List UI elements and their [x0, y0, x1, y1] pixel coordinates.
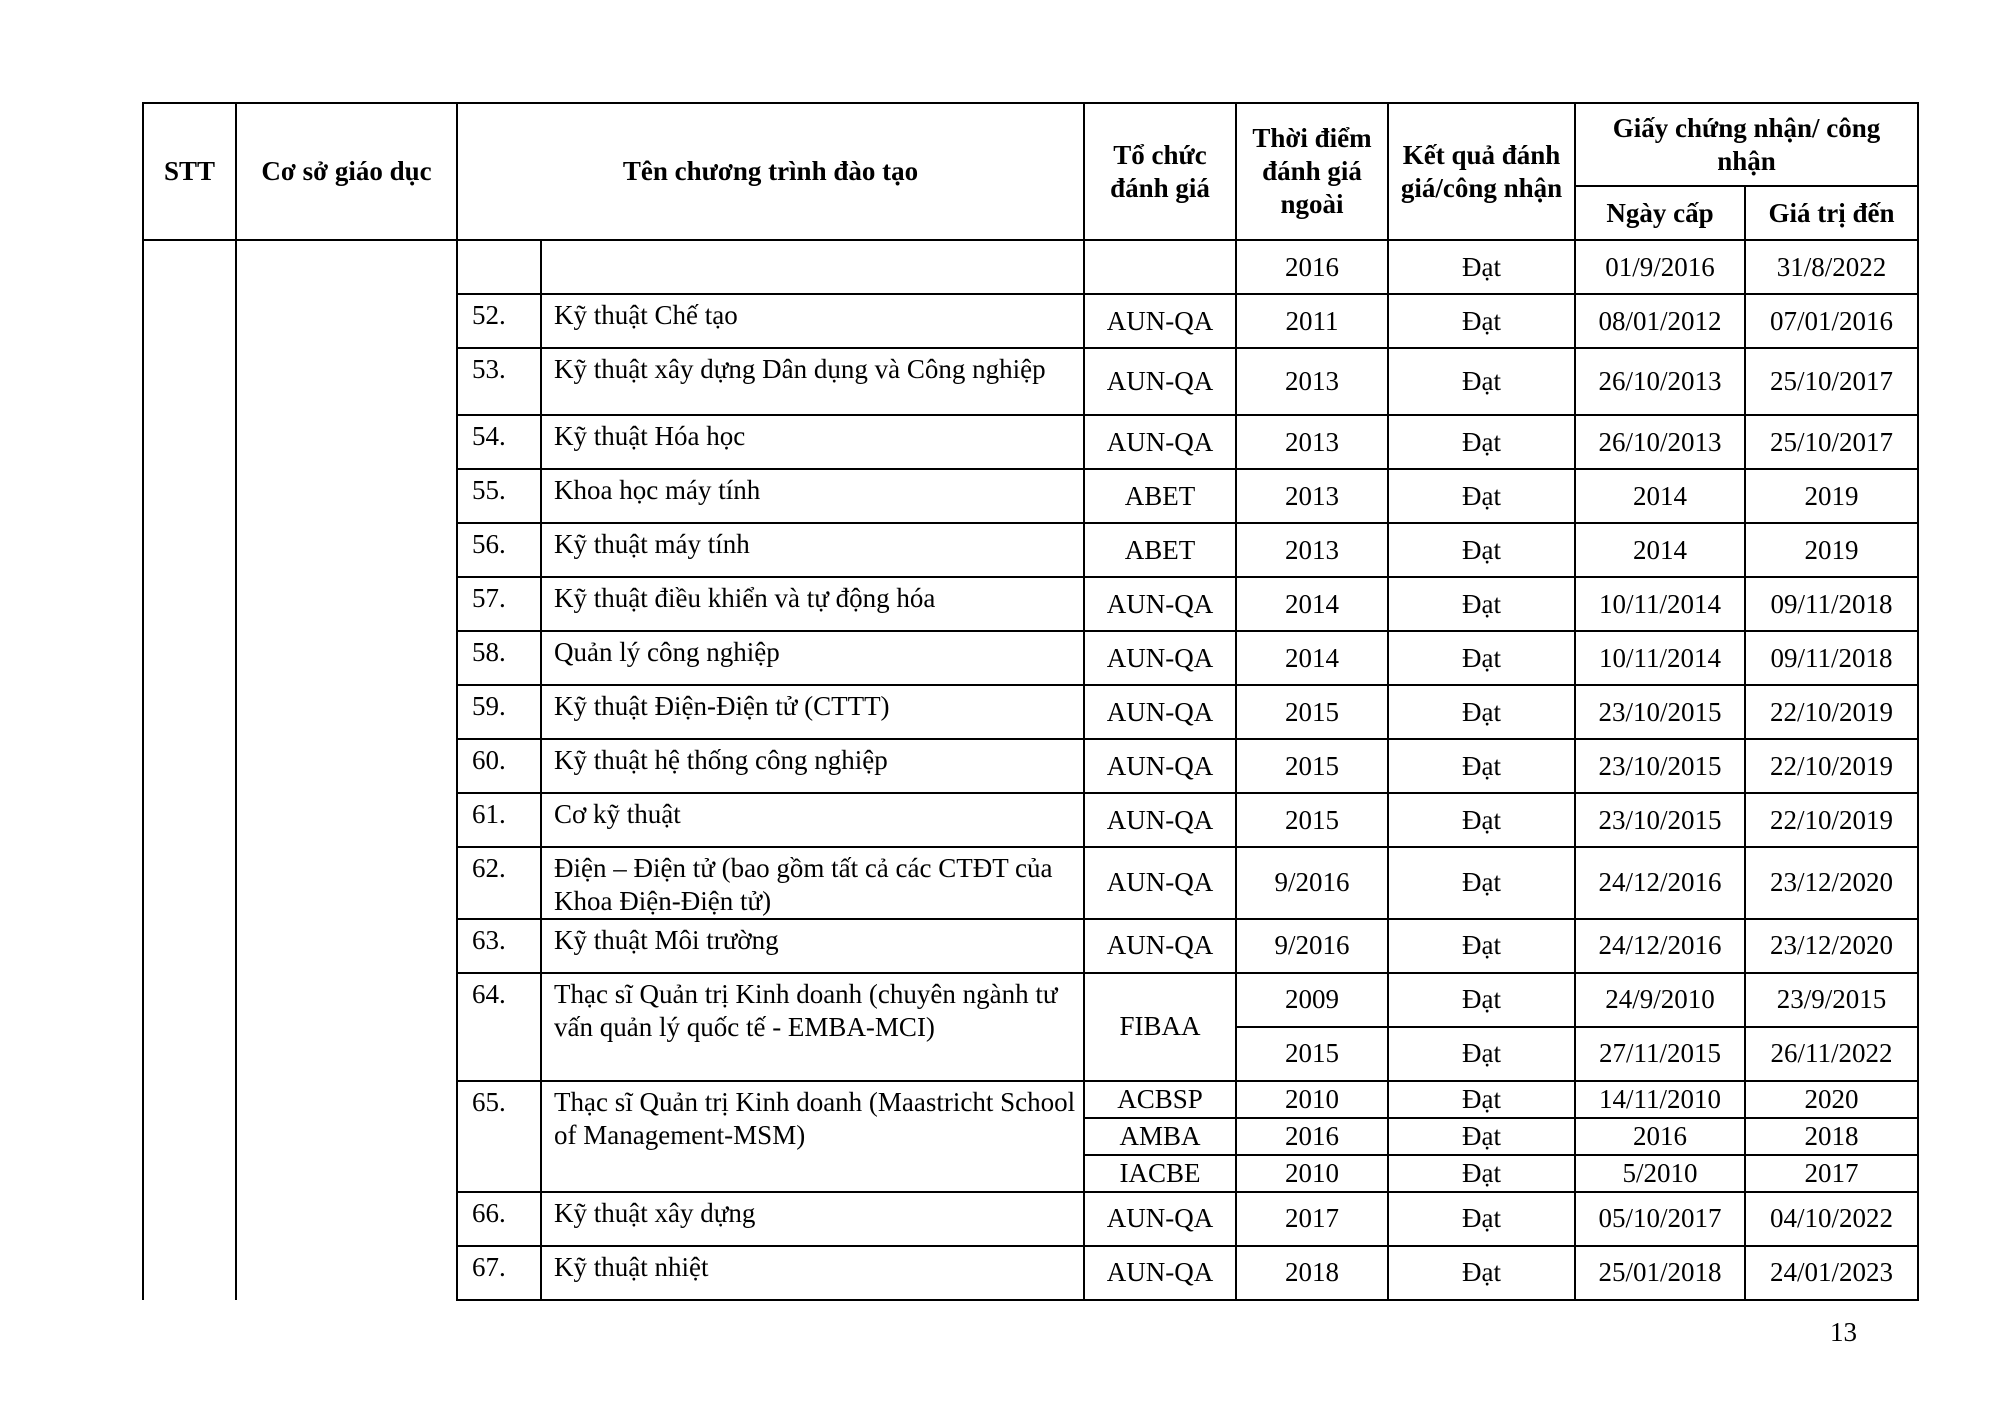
evaluation-org: AUN-QA [1084, 415, 1236, 469]
valid-until: 2018 [1745, 1118, 1918, 1155]
row-number: 60. [457, 739, 541, 793]
table-row [143, 240, 1918, 294]
program-name: Quản lý công nghiệp [541, 631, 1084, 685]
issued-date: 05/10/2017 [1575, 1192, 1745, 1246]
row-number: 63. [457, 919, 541, 973]
header-ket-qua: Kết quả đánh giá/công nhận [1388, 103, 1575, 240]
row-number: 53. [457, 348, 541, 415]
evaluation-year: 2015 [1236, 685, 1388, 739]
header-stt: STT [143, 103, 236, 240]
evaluation-year: 2013 [1236, 415, 1388, 469]
program-name: Cơ kỹ thuật [541, 793, 1084, 847]
evaluation-org: ABET [1084, 523, 1236, 577]
evaluation-result: Đạt [1388, 919, 1575, 973]
valid-until: 22/10/2019 [1745, 739, 1918, 793]
row-number [457, 240, 541, 294]
evaluation-org: AUN-QA [1084, 685, 1236, 739]
valid-until: 04/10/2022 [1745, 1192, 1918, 1246]
institution-cell [236, 240, 457, 1300]
evaluation-result: Đạt [1388, 685, 1575, 739]
valid-until: 2017 [1745, 1155, 1918, 1192]
evaluation-result: Đạt [1388, 577, 1575, 631]
valid-until: 26/11/2022 [1745, 1027, 1918, 1081]
evaluation-result: Đạt [1388, 739, 1575, 793]
issued-date: 10/11/2014 [1575, 631, 1745, 685]
table-header [143, 103, 1918, 240]
evaluation-year: 2009 [1236, 973, 1388, 1027]
issued-date: 23/10/2015 [1575, 793, 1745, 847]
stt-cell [143, 240, 236, 1300]
program-name: Kỹ thuật Điện-Điện tử (CTTT) [541, 685, 1084, 739]
evaluation-result: Đạt [1388, 469, 1575, 523]
program-name [541, 240, 1084, 294]
issued-date: 2014 [1575, 523, 1745, 577]
evaluation-org: AUN-QA [1084, 348, 1236, 415]
program-name: Điện – Điện tử (bao gồm tất cả các CTĐT của Khoa Điện-Điện tử) [541, 847, 1084, 919]
evaluation-year: 9/2016 [1236, 919, 1388, 973]
evaluation-result: Đạt [1388, 1027, 1575, 1081]
program-name: Kỹ thuật xây dựng Dân dụng và Công nghiệp [541, 348, 1084, 415]
evaluation-result: Đạt [1388, 973, 1575, 1027]
evaluation-year: 2013 [1236, 523, 1388, 577]
issued-date: 2014 [1575, 469, 1745, 523]
evaluation-org: AUN-QA [1084, 847, 1236, 919]
row-number: 61. [457, 793, 541, 847]
valid-until: 25/10/2017 [1745, 415, 1918, 469]
accreditation-table [142, 102, 1919, 1301]
evaluation-year: 2018 [1236, 1246, 1388, 1300]
program-name: Kỹ thuật hệ thống công nghiệp [541, 739, 1084, 793]
valid-until: 2019 [1745, 469, 1918, 523]
evaluation-org: FIBAA [1084, 973, 1236, 1081]
issued-date: 25/01/2018 [1575, 1246, 1745, 1300]
evaluation-org: AUN-QA [1084, 294, 1236, 348]
program-name: Kỹ thuật Môi trường [541, 919, 1084, 973]
row-number: 55. [457, 469, 541, 523]
row-number: 66. [457, 1192, 541, 1246]
valid-until: 2020 [1745, 1081, 1918, 1118]
issued-date: 2016 [1575, 1118, 1745, 1155]
evaluation-year: 2014 [1236, 631, 1388, 685]
row-number: 59. [457, 685, 541, 739]
issued-date: 14/11/2010 [1575, 1081, 1745, 1118]
row-number: 58. [457, 631, 541, 685]
evaluation-year: 2010 [1236, 1155, 1388, 1192]
evaluation-org: AUN-QA [1084, 919, 1236, 973]
evaluation-org: AUN-QA [1084, 631, 1236, 685]
issued-date: 23/10/2015 [1575, 739, 1745, 793]
evaluation-year: 9/2016 [1236, 847, 1388, 919]
evaluation-org: AUN-QA [1084, 1192, 1236, 1246]
valid-until: 23/12/2020 [1745, 919, 1918, 973]
header-thoi-diem-danh-gia: Thời điểm đánh giá ngoài [1236, 103, 1388, 240]
issued-date: 27/11/2015 [1575, 1027, 1745, 1081]
evaluation-result: Đạt [1388, 1155, 1575, 1192]
issued-date: 24/12/2016 [1575, 919, 1745, 973]
evaluation-year: 2015 [1236, 1027, 1388, 1081]
valid-until: 09/11/2018 [1745, 631, 1918, 685]
program-name: Kỹ thuật Hóa học [541, 415, 1084, 469]
evaluation-year: 2014 [1236, 577, 1388, 631]
program-name: Kỹ thuật nhiệt [541, 1246, 1084, 1300]
issued-date: 10/11/2014 [1575, 577, 1745, 631]
evaluation-result: Đạt [1388, 294, 1575, 348]
header-to-chuc-danh-gia: Tổ chức đánh giá [1084, 103, 1236, 240]
evaluation-result: Đạt [1388, 631, 1575, 685]
valid-until: 22/10/2019 [1745, 793, 1918, 847]
evaluation-org: AUN-QA [1084, 577, 1236, 631]
issued-date: 26/10/2013 [1575, 415, 1745, 469]
program-name: Khoa học máy tính [541, 469, 1084, 523]
valid-until: 23/9/2015 [1745, 973, 1918, 1027]
evaluation-org: AUN-QA [1084, 793, 1236, 847]
program-name: Thạc sĩ Quản trị Kinh doanh (Maastricht School of Management-MSM) [541, 1081, 1084, 1192]
evaluation-result: Đạt [1388, 1192, 1575, 1246]
row-number: 65. [457, 1081, 541, 1192]
valid-until: 22/10/2019 [1745, 685, 1918, 739]
evaluation-org: AUN-QA [1084, 739, 1236, 793]
evaluation-org: ABET [1084, 469, 1236, 523]
row-number: 57. [457, 577, 541, 631]
evaluation-org: AMBA [1084, 1118, 1236, 1155]
header-ngay-cap: Ngày cấp [1575, 186, 1745, 240]
program-name: Thạc sĩ Quản trị Kinh doanh (chuyên ngành tư vấn quản lý quốc tế - EMBA-MCI) [541, 973, 1084, 1081]
row-number: 56. [457, 523, 541, 577]
evaluation-org [1084, 240, 1236, 294]
valid-until: 31/8/2022 [1745, 240, 1918, 294]
evaluation-result: Đạt [1388, 1118, 1575, 1155]
issued-date: 26/10/2013 [1575, 348, 1745, 415]
evaluation-year: 2016 [1236, 240, 1388, 294]
valid-until: 24/01/2023 [1745, 1246, 1918, 1300]
evaluation-org: ACBSP [1084, 1081, 1236, 1118]
header-gia-tri-den: Giá trị đến [1745, 186, 1918, 240]
valid-until: 09/11/2018 [1745, 577, 1918, 631]
evaluation-org: IACBE [1084, 1155, 1236, 1192]
evaluation-org: AUN-QA [1084, 1246, 1236, 1300]
header-co-so-giao-duc: Cơ sở giáo dục [236, 103, 457, 240]
issued-date: 24/9/2010 [1575, 973, 1745, 1027]
evaluation-year: 2015 [1236, 793, 1388, 847]
issued-date: 24/12/2016 [1575, 847, 1745, 919]
valid-until: 07/01/2016 [1745, 294, 1918, 348]
evaluation-result: Đạt [1388, 240, 1575, 294]
row-number: 52. [457, 294, 541, 348]
evaluation-year: 2017 [1236, 1192, 1388, 1246]
evaluation-year: 2013 [1236, 348, 1388, 415]
evaluation-result: Đạt [1388, 793, 1575, 847]
page-number: 13 [1830, 1317, 1857, 1347]
row-number: 67. [457, 1246, 541, 1300]
evaluation-result: Đạt [1388, 415, 1575, 469]
evaluation-result: Đạt [1388, 523, 1575, 577]
evaluation-year: 2016 [1236, 1118, 1388, 1155]
evaluation-result: Đạt [1388, 348, 1575, 415]
valid-until: 2019 [1745, 523, 1918, 577]
issued-date: 23/10/2015 [1575, 685, 1745, 739]
evaluation-year: 2010 [1236, 1081, 1388, 1118]
evaluation-year: 2013 [1236, 469, 1388, 523]
program-name: Kỹ thuật xây dựng [541, 1192, 1084, 1246]
issued-date: 08/01/2012 [1575, 294, 1745, 348]
program-name: Kỹ thuật điều khiển và tự động hóa [541, 577, 1084, 631]
header-giay-chung-nhan: Giấy chứng nhận/ công nhận [1575, 103, 1918, 186]
program-name: Kỹ thuật Chế tạo [541, 294, 1084, 348]
evaluation-year: 2015 [1236, 739, 1388, 793]
evaluation-year: 2011 [1236, 294, 1388, 348]
row-number: 64. [457, 973, 541, 1081]
issued-date: 01/9/2016 [1575, 240, 1745, 294]
table-body [143, 240, 1918, 1300]
valid-until: 23/12/2020 [1745, 847, 1918, 919]
evaluation-result: Đạt [1388, 1081, 1575, 1118]
header-ten-chuong-trinh: Tên chương trình đào tạo [457, 103, 1084, 240]
row-number: 54. [457, 415, 541, 469]
evaluation-result: Đạt [1388, 847, 1575, 919]
program-name: Kỹ thuật máy tính [541, 523, 1084, 577]
evaluation-result: Đạt [1388, 1246, 1575, 1300]
row-number: 62. [457, 847, 541, 919]
valid-until: 25/10/2017 [1745, 348, 1918, 415]
issued-date: 5/2010 [1575, 1155, 1745, 1192]
